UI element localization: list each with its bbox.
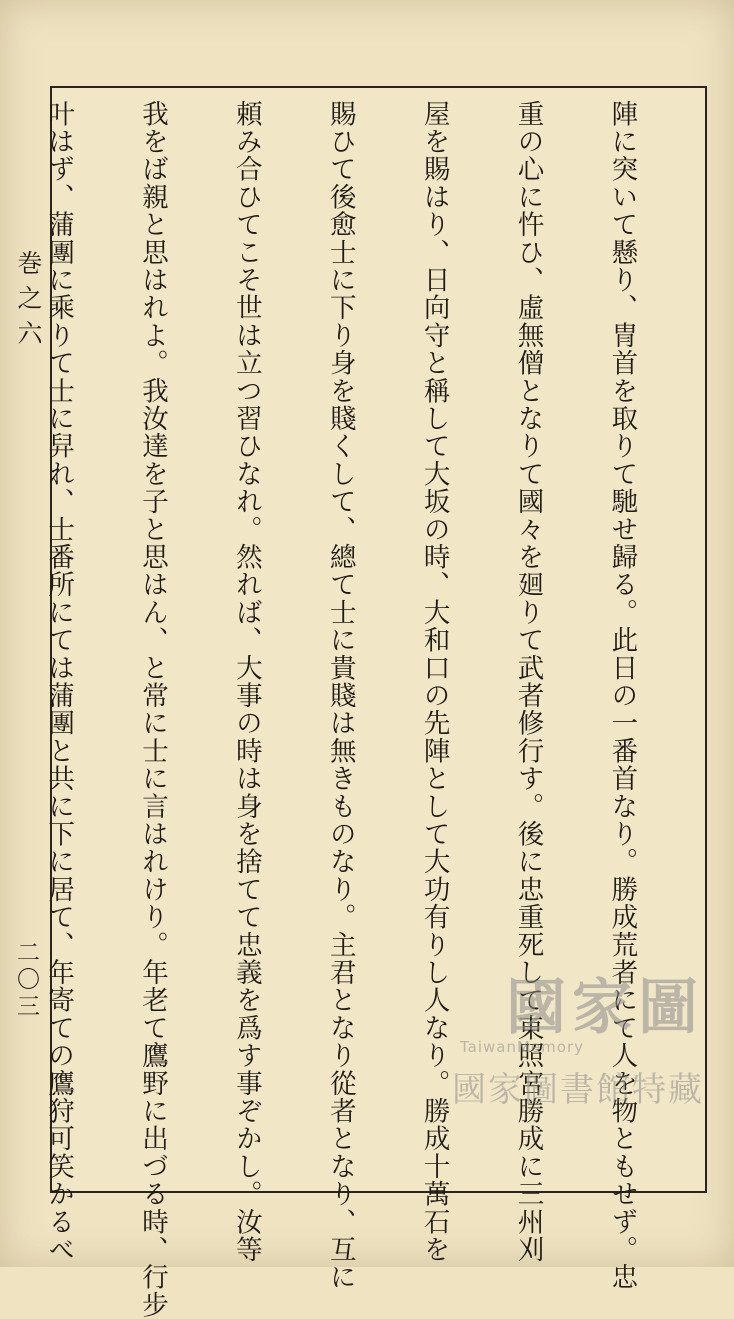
- watermark-main: 國家圖: [506, 973, 704, 1043]
- text-column: 重の心に忤ひ、虛無僧となりて國々を廻りて武者修行す。後に忠重死して東照宮勝成に三州刈: [512, 100, 544, 1264]
- text-column: 陣に突いて懸り、冑首を取りて馳せ歸る。此日の一番首なり。勝成荒者にて人を物ともせず。忠: [606, 100, 638, 1292]
- text-column: 頼み合ひてこそ世は立つ習ひなれ。然れば、大事の時は身を捨てて忠義を爲す事ぞかし。汝等: [230, 100, 262, 1264]
- volume-label: 巻之六: [14, 250, 43, 355]
- watermark-sub: TaiwanMemory: [459, 1038, 584, 1056]
- text-column: 屋を賜はり、日向守と稱して大坂の時、大和口の先陣として大功有りし人なり。勝成十萬石を: [418, 100, 450, 1264]
- watermark-line: 國家圖書館特藏: [452, 1070, 704, 1110]
- library-watermark: [452, 960, 704, 1111]
- page-number: 二〇三: [13, 940, 39, 1021]
- text-column: 我をば親と思はれよ。我汝達を子と思はん、と常に士に言はれけり。年老て鷹野に出づる時、行步: [136, 100, 168, 1319]
- text-column: 叶はず、蒲團に乘りて士に舁れ、士番所にては蒲團と共に下に居て、年寄ての鷹狩可笑かるべ: [43, 100, 75, 1264]
- text-column: 賜ひて後愈士に下り身を賤くして、總て士に貴賤は無きものなり。主君となり從者となり、互に: [324, 100, 356, 1292]
